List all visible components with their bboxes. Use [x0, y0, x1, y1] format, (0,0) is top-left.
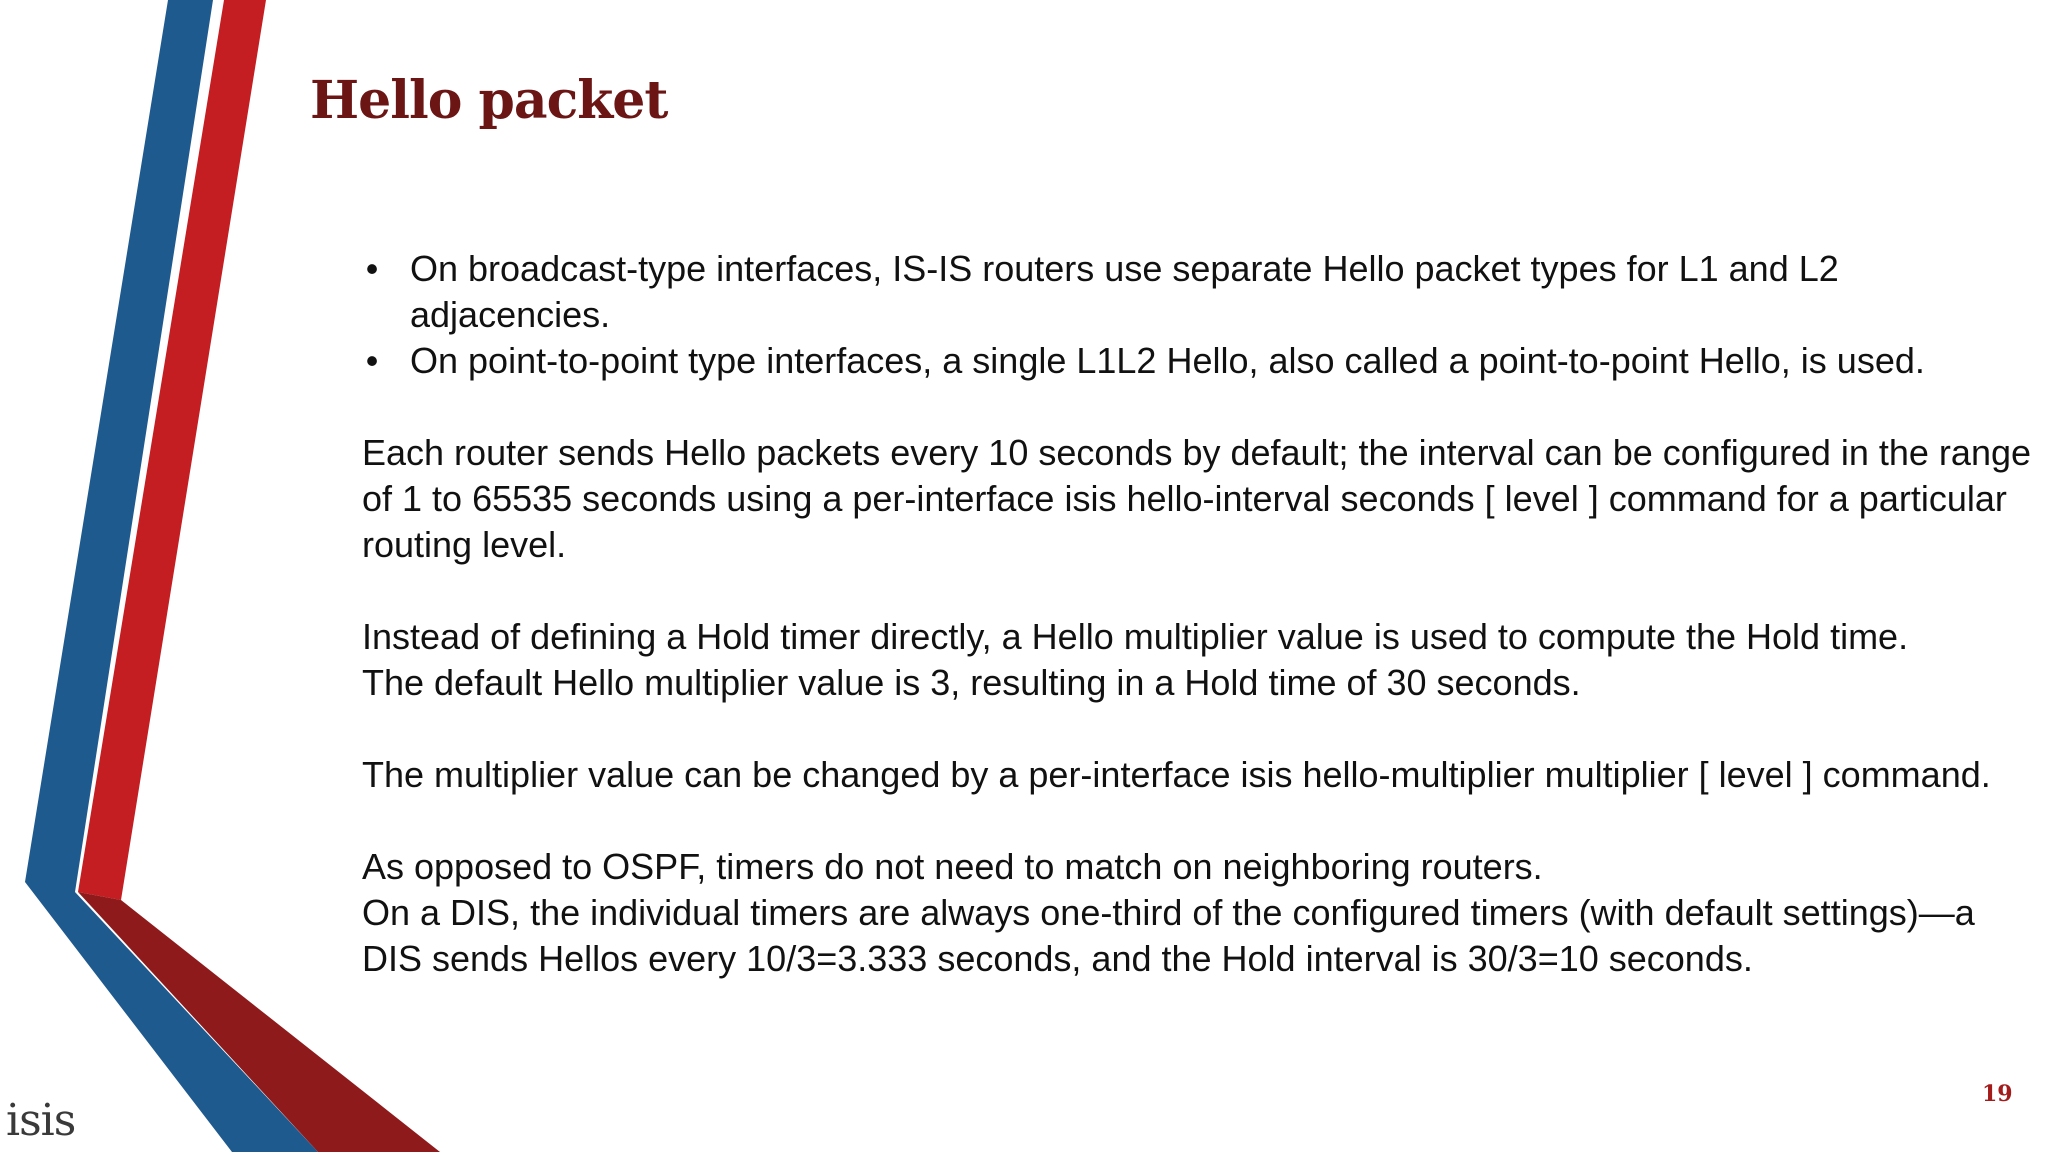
paragraph-multiplier-command	[362, 752, 2042, 798]
footer-tag: isis	[6, 1095, 76, 1146]
paragraph-line: As opposed to OSPF, timers do not need to match on neighboring routers.	[362, 846, 1543, 887]
bullet-list	[362, 246, 2042, 384]
paragraph-line: On a DIS, the individual timers are always one-third of the configured timers (with default settings)—a DIS sends Hellos every 10/3=3.333 seconds, and the Hold interval is 30/3=10 seconds.	[362, 892, 1975, 979]
paragraph-dis-timers	[362, 844, 2042, 982]
paragraph-line: Each router sends Hello packets every 10 seconds by default; the interval can be configured in the range of 1 to 65535 seconds using a per-interface isis hello-interval seconds [ level ] command for a particular routing level.	[362, 432, 2032, 565]
paragraph-line: Instead of defining a Hold timer directly, a Hello multiplier value is used to compute the Hold time.	[362, 616, 1909, 657]
bullet-marker: •	[365, 248, 379, 289]
paragraph-hello-interval	[362, 430, 2042, 568]
bullet-item	[362, 338, 2042, 384]
paragraph-line: The default Hello multiplier value is 3, resulting in a Hold time of 30 seconds.	[362, 662, 1581, 703]
bullet-text: On broadcast-type interfaces, IS-IS routers use separate Hello packet types for L1 and L2 adjacencies.	[410, 248, 1839, 335]
slide-title: Hello packet	[310, 70, 668, 131]
bullet-item	[362, 246, 2042, 338]
bullet-marker: •	[365, 340, 379, 381]
paragraph-hello-multiplier	[362, 614, 2042, 706]
paragraph-line: The multiplier value can be changed by a per-interface isis hello-multiplier multiplier [ level ] command.	[362, 754, 1991, 795]
slide-body	[362, 246, 2042, 982]
bullet-text: On point-to-point type interfaces, a single L1L2 Hello, also called a point-to-point Hello, is used.	[410, 340, 1925, 381]
page-number: 19	[1982, 1081, 2013, 1107]
